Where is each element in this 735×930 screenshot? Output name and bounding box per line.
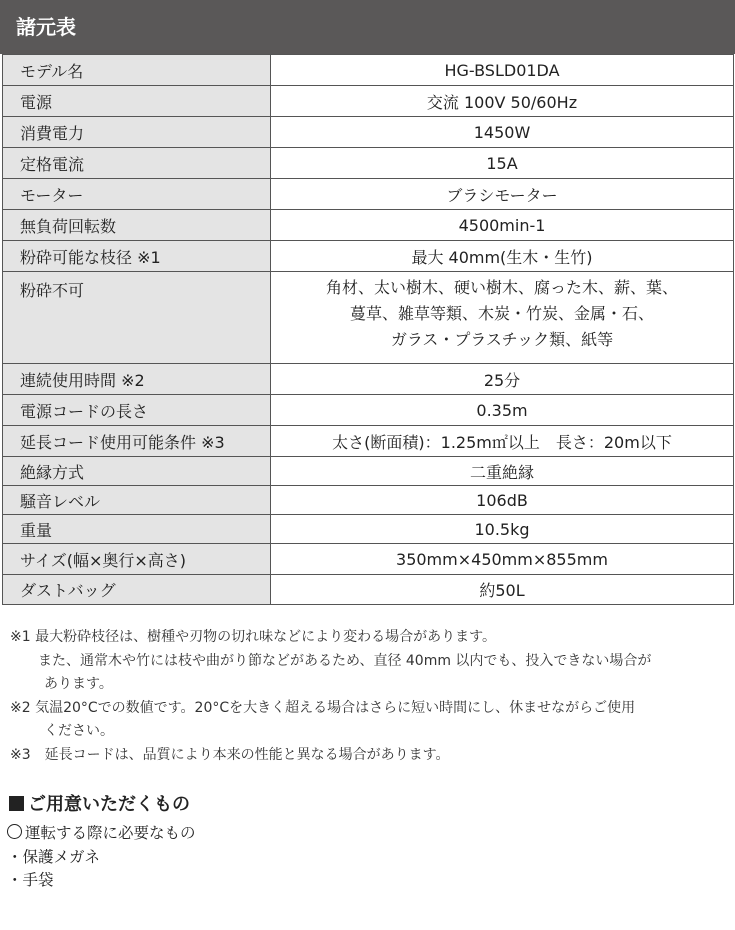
table-row	[3, 426, 734, 457]
spec-value-cord-length: 0.35m	[271, 395, 734, 426]
spec-value-motor: ブラシモーター	[271, 179, 734, 210]
table-row	[3, 148, 734, 179]
spec-value-continuous-use: 25分	[271, 364, 734, 395]
spec-label-power-consumption: 消費電力	[3, 117, 271, 148]
spec-value-weight: 10.5kg	[271, 515, 734, 544]
spec-label-insulation: 絶縁方式	[3, 457, 271, 486]
table-row	[3, 575, 734, 605]
table-row	[3, 210, 734, 241]
table-row	[3, 544, 734, 575]
spec-value-size: 350mm×450mm×855mm	[271, 544, 734, 575]
table-row	[3, 457, 734, 486]
table-row	[3, 55, 734, 86]
spec-label-unpulverizable: 粉砕不可	[3, 272, 271, 364]
spec-label-dust-bag: ダストバッグ	[3, 575, 271, 605]
spec-label-power-source: 電源	[3, 86, 271, 117]
spec-label-model: モデル名	[3, 55, 271, 86]
footnote-2-cont: ください。	[44, 723, 114, 739]
table-row	[3, 241, 734, 272]
spec-label-continuous-use: 連続使用時間 ※2	[3, 364, 271, 395]
spec-label-cord-length: 電源コードの長さ	[3, 395, 271, 426]
prepare-list	[7, 822, 196, 893]
spec-value-power-consumption: 1450W	[271, 117, 734, 148]
list-item: ・保護メガネ	[7, 847, 101, 866]
table-row	[3, 86, 734, 117]
prepare-subtitle	[7, 822, 196, 846]
table-row	[3, 515, 734, 544]
spec-header	[0, 0, 735, 54]
table-row	[3, 486, 734, 515]
table-row	[3, 179, 734, 210]
spec-label-noise-level: 騒音レベル	[3, 486, 271, 515]
unpulverizable-line: 角材、太い樹木、硬い樹木、腐った木、薪、葉、	[325, 278, 678, 297]
footnote-1-cont: あります。	[44, 676, 113, 692]
spec-label-weight: 重量	[3, 515, 271, 544]
prepare-subtitle-text: 運転する際に必要なもの	[25, 824, 196, 842]
spec-label-motor: モーター	[3, 179, 271, 210]
spec-value-no-load-speed: 4500min-1	[271, 210, 734, 241]
spec-label-size: サイズ(幅×奥行×高さ)	[3, 544, 271, 575]
square-bullet-icon	[9, 796, 24, 811]
spec-label-rated-current: 定格電流	[3, 148, 271, 179]
footnotes	[10, 626, 722, 767]
prepare-section-title	[9, 790, 190, 816]
table-row	[3, 364, 734, 395]
table-row	[3, 395, 734, 426]
spec-label-extension-cord: 延長コード使用可能条件 ※3	[3, 426, 271, 457]
footnote-1: ※1 最大粉砕枝径は、樹種や刃物の切れ味などにより変わる場合があります。	[10, 629, 496, 645]
spec-value-model: HG-BSLD01DA	[271, 55, 734, 86]
spec-value-insulation: 二重絶縁	[271, 457, 734, 486]
footnote-1-cont: また、通常木や竹には枝や曲がり節などがあるため、直径 40mm 以内でも、投入できない場合が	[38, 652, 652, 669]
page-title: 諸元表	[16, 15, 76, 39]
spec-value-power-source: 交流 100V 50/60Hz	[271, 86, 734, 117]
circle-bullet-icon	[7, 824, 22, 839]
list-item: ・手袋	[7, 871, 54, 889]
spec-label-branch-diameter: 粉砕可能な枝径 ※1	[3, 241, 271, 272]
prepare-title-text: ご用意いただくもの	[28, 794, 190, 815]
spec-value-rated-current: 15A	[271, 148, 734, 179]
unpulverizable-line: ガラス・プラスチック類、紙等	[390, 330, 614, 349]
table-row	[3, 117, 734, 148]
spec-value-dust-bag: 約50L	[271, 575, 734, 605]
footnote-2: ※2 気温20°Cでの数値です。20°Cを大きく超える場合はさらに短い時間にし、休ませながらご使用	[10, 699, 636, 716]
spec-value-extension-cord: 太さ(断面積)：1.25m㎡以上 長さ：20m以下	[271, 426, 734, 457]
spec-value-unpulverizable	[271, 272, 734, 364]
unpulverizable-line: 蔓草、雑草等類、木炭・竹炭、金属・石、	[349, 304, 654, 323]
spec-table	[2, 54, 734, 605]
spec-value-noise-level: 106dB	[271, 486, 734, 515]
table-row	[3, 272, 734, 364]
spec-label-no-load-speed: 無負荷回転数	[3, 210, 271, 241]
footnote-3: ※3 延長コードは、品質により本来の性能と異なる場合があります。	[10, 746, 450, 763]
spec-value-branch-diameter: 最大 40mm(生木・生竹)	[271, 241, 734, 272]
